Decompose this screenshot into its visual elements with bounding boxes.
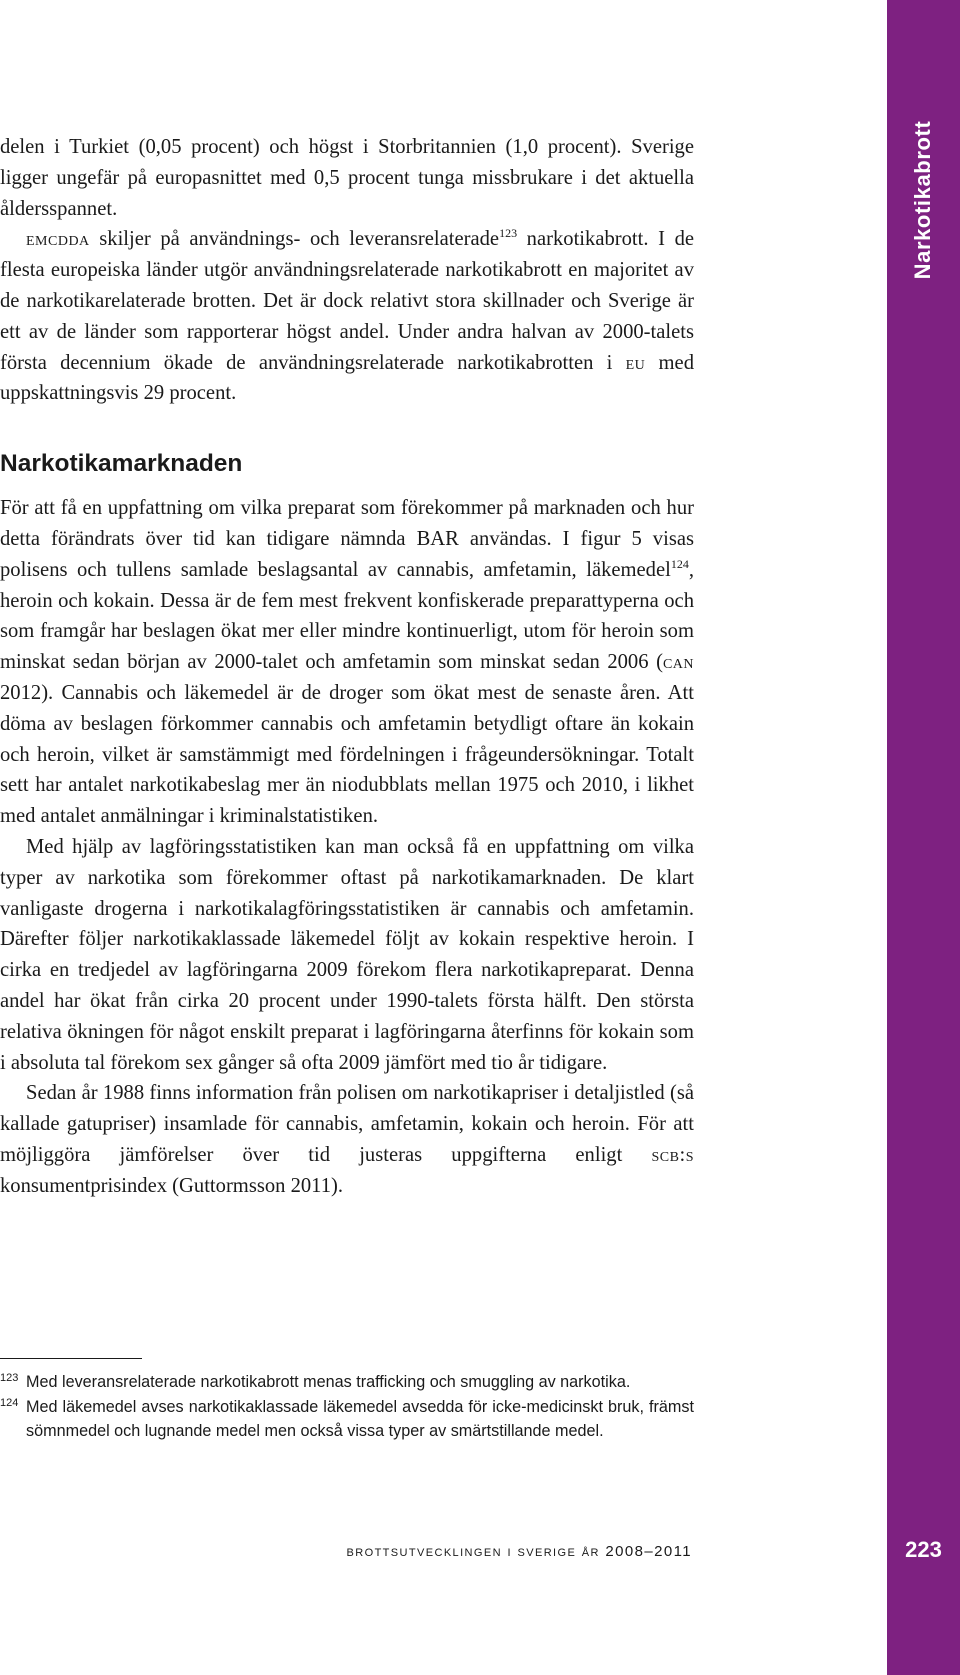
footnote-text: Med läkemedel avses narkotikaklassade läkemedel avsedda för icke-medicinskt bruk, främst sömnmedel och lugnande medel men också vissa typer av smärtstillande medel.	[26, 1397, 694, 1440]
intro-text: delen i Turkiet (0,05 procent) och högst i Storbritannien (1,0 procent). Sverige ligger ungefär på europasnittet med 0,5 procent tunga missbrukare i det aktuella åldersspannet.	[0, 136, 694, 220]
footnote-number: 123	[0, 1372, 19, 1384]
footnote-ref-124[interactable]: 124	[670, 556, 689, 571]
market-text-1: För att få en uppfattning om vilka preparat som förekommer på marknaden och hur detta förändrats över tid kan tidigare nämnda BAR användas. I figur 5 visas polisens och tullens samlade beslagsantal av cannabis, amfetamin, läkemedel	[0, 497, 694, 581]
abbr-emcdda: emcdda	[26, 228, 90, 251]
emcdda-paragraph	[0, 224, 694, 409]
emcdda-text-1: skiljer på användnings- och leveransrelaterade	[89, 228, 500, 251]
footnote-124	[0, 1395, 694, 1444]
footnotes	[0, 1370, 694, 1444]
market-paragraph	[0, 493, 694, 832]
main-text-column	[0, 132, 694, 1202]
intro-paragraph	[0, 132, 694, 224]
footnote-ref-123[interactable]: 123	[499, 226, 518, 241]
footnote-number: 124	[0, 1396, 19, 1409]
running-footer: brottsutvecklingen i sverige år 2008–2011	[346, 1543, 692, 1560]
prices-text-1: Sedan år 1988 finns information från polisen om narkotikapriser i detaljistled (så kallade gatupriser) insamlade för cannabis, amfetamin, kokain och heroin. För att möjliggöra jämförelser över tid justeras uppgifterna enligt	[0, 1082, 694, 1166]
section-tab-label: Narkotikabrott	[910, 120, 935, 280]
prices-paragraph	[0, 1078, 694, 1201]
footnote-divider	[0, 1358, 142, 1359]
prices-text-2: konsumentprisindex (Guttormsson 2011).	[0, 1174, 344, 1197]
emcdda-text-2: narkotikabrott. I de flesta europeiska länder utgör användningsrelaterade narkotikabrott en majoritet av de narkotikarelaterade brotten. Det är dock relativt stora skillnader och Sverige är ett av de länder som rapporterar högst andel. Under andra halvan av 2000-talets första decennium ökade de användningsrelaterade narkotikabrotten i	[0, 228, 695, 374]
section-heading: Narkotikamarknaden	[0, 450, 243, 478]
footnote-text: Med leveransrelaterade narkotikabrott menas trafficking och smuggling av narkotika.	[26, 1373, 631, 1391]
market-text-3: 2012). Cannabis och läkemedel är de droger som ökat mest de senaste åren. Att döma av beslagen förkommer cannabis och amfetamin betydligt oftare än kokain och heroin, vilket är samstämmigt med fördelningen i frågeundersökningar. Totalt sett har antalet narkotikabeslag mer än niodubblats mellan 1975 och 2010, i likhet med antalet anmälningar i kriminalstatistiken.	[0, 681, 694, 828]
page-number: 223	[905, 1537, 942, 1562]
footnote-123	[0, 1370, 694, 1395]
market-text-2: , heroin och kokain. Dessa är de fem mest frekvent konfiskerade preparattyperna och som framgår har beslagen ökat mer eller mindre kontinuerligt, utom för heroin som minskat sedan början av 2000-talet och amfetamin som minskat sedan 2006 (	[0, 558, 694, 674]
emcdda-text-3: med uppskattningsvis 29 procent.	[0, 351, 694, 405]
lagforing-paragraph: Med hjälp av lagföringsstatistiken kan man också få en uppfattning om vilka typer av narkotika som förekommer oftast på narkotikamarknaden. De klart vanligaste drogerna i narkotikalagföringsstatistiken är cannabis och amfetamin. Därefter följer narkotikaklassade läkemedel följt av kokain respektive heroin. I cirka en tredjedel av lagföringarna 2009 förekom flera narkotikapreparat. Denna andel har ökat från cirka 20 procent under 1990-talets första hälft. Den största relativa ökningen för något enskilt preparat i lagföringarna återfinns för kokain som i absoluta tal förekom sex gånger så ofta 2009 jämfört med tio år tidigare.	[0, 835, 694, 1074]
abbr-eu: eu	[625, 351, 646, 374]
abbr-can: can	[662, 651, 694, 674]
abbr-scb: scb:s	[651, 1143, 694, 1166]
